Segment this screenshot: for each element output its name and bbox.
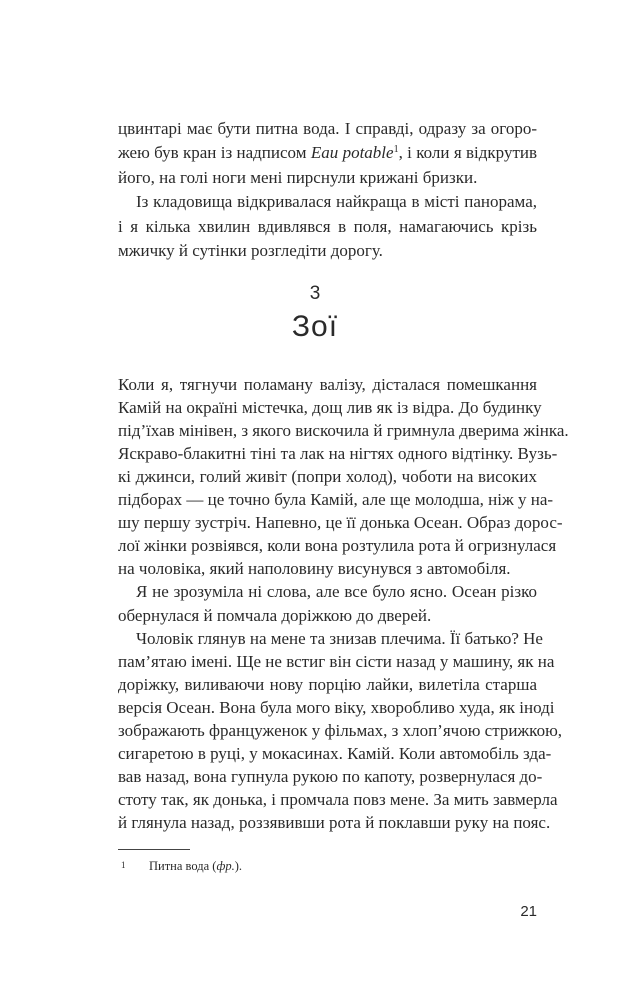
text-line	[118, 604, 537, 628]
text-run: доріжку, виливаючи нову порцію лайки, вилетіла старша	[118, 674, 537, 694]
text-run: й глянула назад, роззявивши рота й поклавши руку на пояс.	[118, 812, 551, 832]
text-line	[118, 557, 537, 581]
text-run: Чоловік глянув на мене та знизав плечима. Її батько? Не	[136, 628, 543, 648]
text-run: , і коли я відкрутив	[398, 143, 537, 163]
text-line	[118, 419, 569, 443]
footnote-text	[149, 859, 242, 874]
text-run: вав назад, вона гупнула рукою по капоту, розвернулася до-	[118, 766, 543, 786]
text-run: жею був кран із надписом	[118, 143, 311, 163]
text-line	[118, 534, 557, 558]
text-line	[118, 580, 537, 604]
text-run: мжичку й сутінки розгледіти дорогу.	[118, 241, 383, 260]
text-line	[118, 488, 554, 512]
text-run: шу першу зустріч. Напевно, це її донька Осеан. Образ дорос-	[118, 513, 563, 533]
text-line	[118, 373, 537, 397]
text-run: Яскраво-блакитні тіні та лак на нігтях одного відтінку. Вузь-	[118, 444, 558, 464]
footnote-marker: 1	[121, 860, 126, 870]
text-run: цвинтарі має бути питна вода. І справді, одразу за огоро-	[118, 119, 537, 138]
text-line	[118, 442, 558, 466]
text-run: Я не зрозуміла ні слова, але все було ясно. Осеан різко	[136, 582, 537, 602]
text-run: стоту так, як донька, і промчала повз мене. За мить завмерла	[118, 789, 558, 809]
text-run: обернулася й помчала доріжкою до дверей.	[118, 605, 432, 625]
text-run: і я кілька хвилин вдивлявся в поля, намагаючись крізь	[118, 216, 537, 236]
page-number: 21	[520, 903, 537, 920]
text-run: Коли я, тягнучи поламану валізу, дісталася помешкання	[118, 375, 537, 394]
text-line	[118, 239, 537, 263]
text-run: сигаретою в руці, у мокасинах. Камій. Коли автомобіль зда-	[118, 743, 552, 763]
chapter-number: 3	[309, 283, 321, 304]
text-run: Камій на окраїні містечка, дощ лив як із відра. До будинку	[118, 398, 542, 418]
text-run: зображають француженок у фільмах, з хлоп’ячою стрижкою,	[118, 720, 563, 740]
text-line	[118, 811, 551, 835]
text-run: кі джинси, голий живіт (попри холод), чоботи на високих	[118, 467, 537, 487]
text-line	[118, 166, 537, 190]
text-line	[118, 215, 537, 239]
footnote-divider	[118, 849, 190, 850]
text-line	[118, 396, 542, 420]
text-line	[118, 742, 552, 766]
text-line	[118, 190, 537, 214]
footnote-text-main: Питна вода (	[149, 859, 217, 873]
text-line	[118, 117, 537, 141]
text-line	[118, 465, 537, 489]
text-run: лої жінки розвіявся, коли вона розтулила рота й огризнулася	[118, 536, 557, 556]
text-line	[118, 627, 543, 651]
footnote-text-tail: ).	[234, 859, 242, 873]
text-line	[118, 650, 555, 674]
footnote-reference: 1	[393, 144, 399, 156]
text-run: підборах — це точно була Камій, але ще молодша, ніж у на-	[118, 490, 554, 510]
text-run: пам’ятаю імені. Ще не встиг він сісти назад у машину, як на	[118, 651, 555, 671]
chapter-title: Зої	[291, 310, 339, 343]
text-run: на чоловіка, який наполовину висунувся з автомобіля.	[118, 559, 511, 579]
text-run: його, на голі ноги мені пирснули крижані бризки.	[118, 167, 478, 187]
text-line	[118, 673, 537, 697]
text-run: під’їхав мінівен, з якого вискочила й гримнула дверима жінка.	[118, 421, 569, 441]
text-run: Із кладовища відкривалася найкраща в місті панорама,	[136, 192, 537, 212]
text-line	[118, 719, 563, 743]
text-line	[118, 511, 563, 535]
italic-text: Eau potable	[310, 143, 394, 163]
text-line	[118, 141, 537, 165]
text-line	[118, 696, 555, 720]
text-run: версія Осеан. Вона була мого віку, хворобливо худа, як іноді	[118, 697, 555, 717]
text-line	[118, 788, 558, 812]
text-line	[118, 765, 543, 789]
footnote-text-italic: фр.	[216, 859, 235, 873]
